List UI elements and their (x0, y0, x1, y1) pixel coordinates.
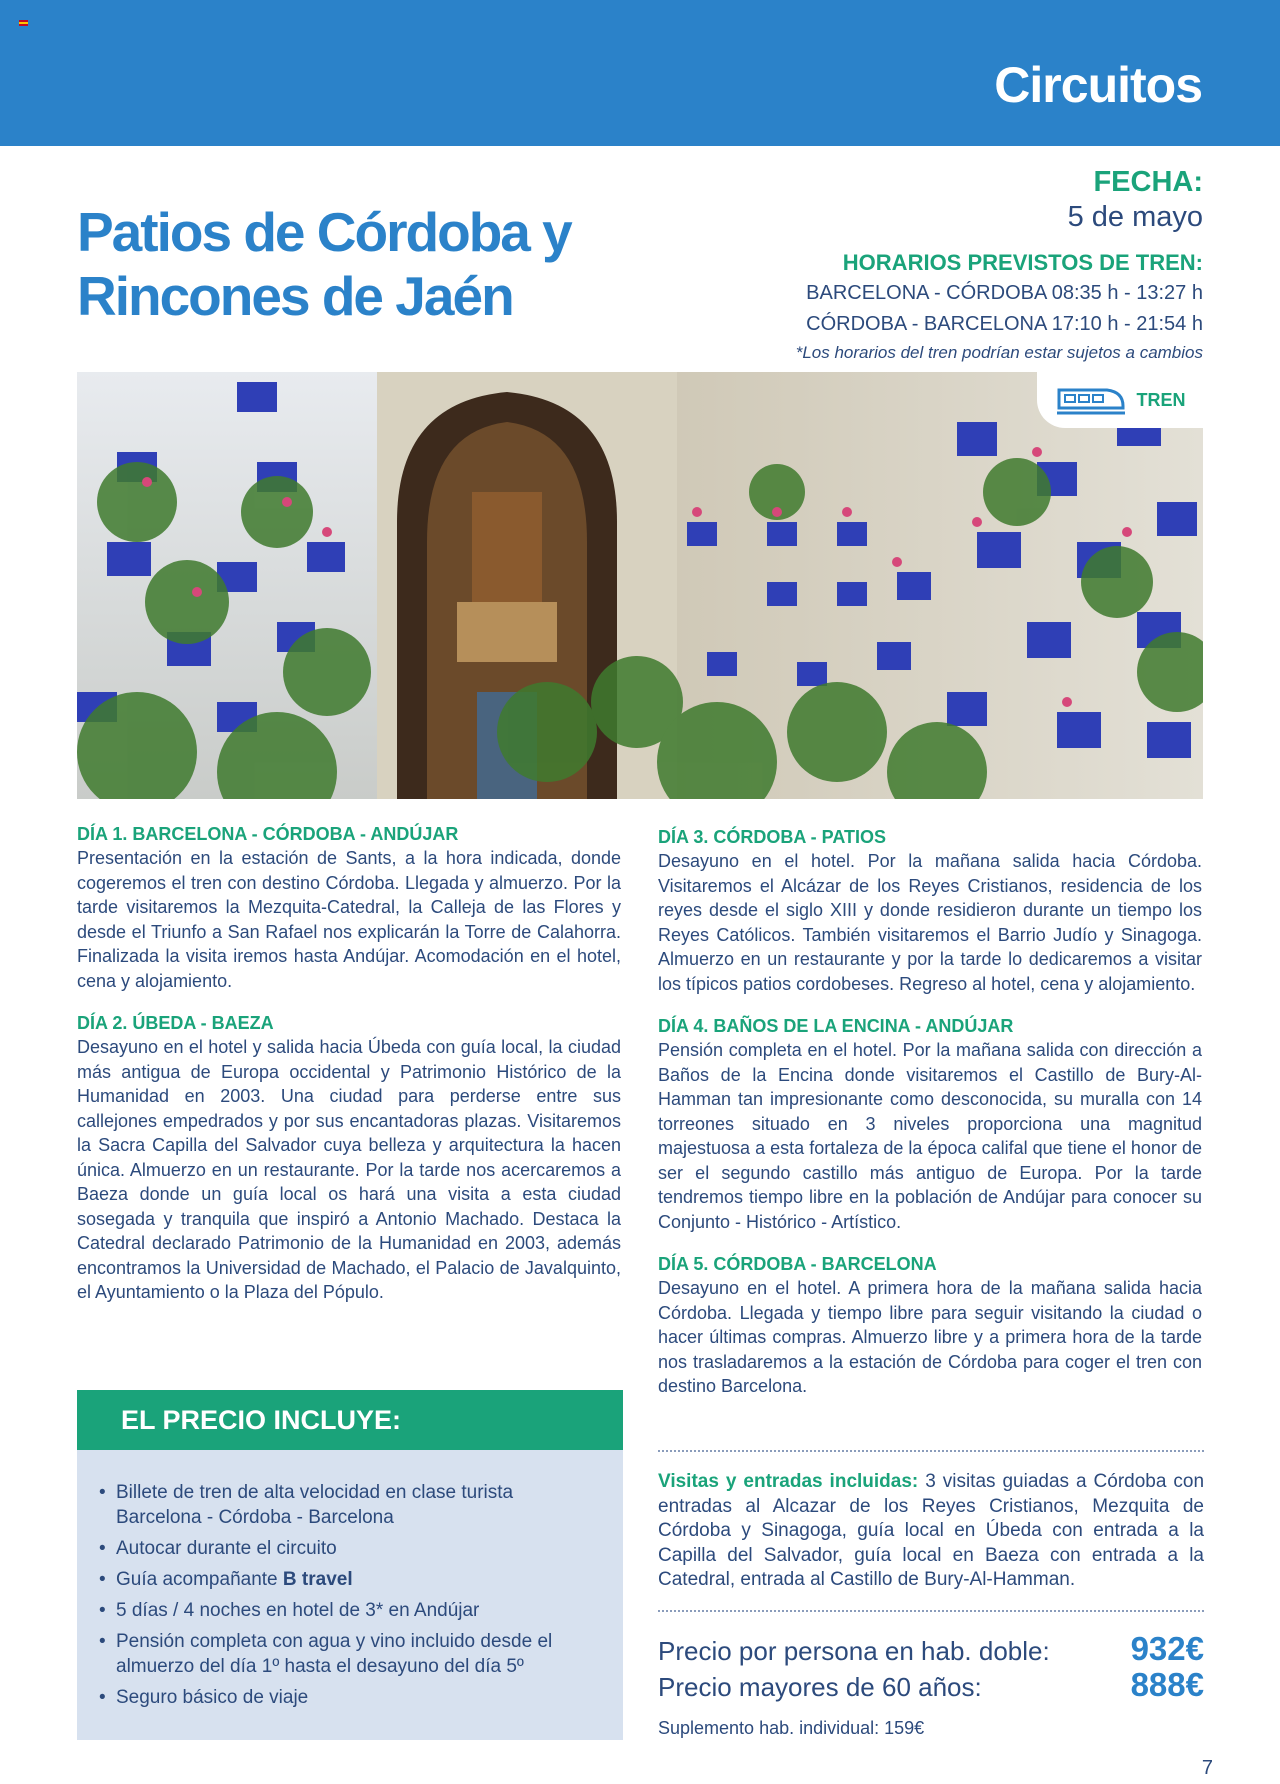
divider (658, 1610, 1204, 1612)
incluye-title: EL PRECIO INCLUYE: (121, 1405, 402, 1435)
visitas-text: 3 visitas guiadas a Córdoba con entradas al Alcazar de los Reyes Cristianos, Mezquita de Córdoba y Sinagoga, guía local en Úbeda con entrada a la Capilla del Salvador, guía local en Baeza con entrada a la Catedral, entrada al Castillo de Bury-Al-Hamman. (658, 1471, 1205, 1590)
day-title: DÍA 5. CÓRDOBA - BARCELONA (658, 1254, 937, 1274)
header-bar (0, 0, 1280, 146)
day-title: DÍA 1. BARCELONA - CÓRDOBA - ANDÚJAR (77, 824, 459, 844)
day-text: Desayuno en el hotel y salida hacia Úbeda con guía local, la ciudad más antigua de Europa occidental y Patrimonio Histórico de la Humanidad en 2003. Una ciudad para perderse entre sus callejones empedrados y por sus encantadoras plazas. Visitaremos la Sacra Capilla del Salvador cuya belleza y arquitectura la hacen única. Almuerzo en un restaurante. Por la tarde nos acercaremos a Baeza donde un guía local os hará una visita a esta ciudad sosegada y tranquila que inspiró a Antonio Machado. Destaca la Catedral declarado Patrimonio de la Humanidad en 2003, además encontramos la Universidad de Machado, el Palacio de Javalquinto, el Ayuntamiento o la Plaza del Pópulo. (77, 1037, 621, 1302)
transport-label: TREN (1136, 389, 1186, 410)
day-text: Presentación en la estación de Sants, a la hora indicada, donde cogeremos el tren con destino Córdoba. Llegada y almuerzo. Por la tarde visitaremos la Mezquita-Catedral, la Calleja de las Flores y desde el Triunfo a San Rafael nos explicarán la Torre de Calahorra. Finalizada la visita iremos hasta Andújar. Acomodación en el hotel, cena y alojamiento. (77, 848, 621, 991)
horario-ida: BARCELONA - CÓRDOBA 08:35 h - 13:27 h (806, 282, 1203, 304)
horario-nota: *Los horarios del tren podrían estar sujetos a cambios (795, 343, 1203, 362)
divider (658, 1450, 1204, 1452)
price-mayores-value: 888€ (1130, 1666, 1204, 1703)
price-doble-row (658, 1630, 1204, 1668)
section-title: Circuitos (994, 57, 1202, 113)
fecha-value: 5 de mayo (1067, 201, 1203, 233)
brand-name: B travel (282, 1569, 353, 1590)
day-title: DÍA 2. ÚBEDA - BAEZA (77, 1013, 274, 1033)
day-4 (658, 1014, 1202, 1234)
itinerary-left-column (77, 822, 621, 1323)
title-line-2: Rincones de Jaén (77, 265, 513, 327)
patio-illustration (77, 372, 1203, 799)
day-text: Pensión completa en el hotel. Por la mañana salida con dirección a Baños de la Encina donde visitaremos el Castillo de Bury-Al-Hamman tan impresionante como desconocida, su muralla con 14 torreones situado en 3 niveles proporciona una magnitud majestuosa a esta fortaleza de la época califal que tiene el honor de ser el segundo castillo más antiguo de Europa. Por la tarde tendremos tiempo libre en la población de Andújar para conocer su Conjunto - Histórico - Artístico. (658, 1040, 1202, 1232)
suplemento-text: Suplemento hab. individual: 159€ (658, 1718, 925, 1738)
day-text: Desayuno en el hotel. Por la mañana salida hacia Córdoba. Visitaremos el Alcázar de los Reyes Cristianos, residencia de los reyes desde el siglo XIII y donde residieron durante un tiempo los Reyes Católicos. También visitaremos el Barrio Judío y Sinagoga. Almuerzo en un restaurante y por la tarde lo dedicaremos a visitar los típicos patios cordobeses. Regreso al hotel, cena y alojamiento. (658, 851, 1202, 994)
day-title: DÍA 4. BAÑOS DE LA ENCINA - ANDÚJAR (658, 1016, 1014, 1036)
incluye-header (77, 1390, 623, 1450)
list-item: • Autocar durante el circuito (99, 1536, 603, 1561)
day-title: DÍA 3. CÓRDOBA - PATIOS (658, 827, 887, 847)
fecha-label: FECHA: (1093, 166, 1203, 198)
horarios-label: HORARIOS PREVISTOS DE TREN: (842, 250, 1203, 275)
price-doble-label: Precio por persona en hab. doble: (658, 1636, 1050, 1666)
list-item: • 5 días / 4 noches en hotel de 3* en Andújar (99, 1598, 603, 1623)
day-3 (658, 825, 1202, 996)
patio-photo (77, 372, 1203, 799)
price-doble-value: 932€ (1130, 1630, 1204, 1667)
title-line-1: Patios de Córdoba y (77, 201, 571, 263)
list-item: • Seguro básico de viaje (99, 1685, 603, 1710)
itinerary-right-column (658, 825, 1202, 1417)
horario-vuelta: CÓRDOBA - BARCELONA 17:10 h - 21:54 h (806, 313, 1203, 335)
incluye-box (77, 1450, 623, 1740)
list-item: • Billete de tren de alta velocidad en clase turista Barcelona - Córdoba - Barcelona (99, 1480, 603, 1530)
page-title (77, 200, 677, 328)
price-mayores-label: Precio mayores de 60 años: (658, 1672, 982, 1702)
day-2 (77, 1011, 621, 1305)
list-item (99, 1567, 603, 1592)
visitas-label: Visitas y entradas incluidas: (658, 1471, 919, 1492)
trip-info (643, 164, 1203, 366)
day-1 (77, 822, 621, 993)
train-icon (1055, 384, 1127, 416)
visitas-incluidas (658, 1470, 1204, 1593)
spain-flag-icon (19, 20, 28, 26)
day-text: Desayuno en el hotel. A primera hora de la mañana salida hacia Córdoba. Llegada y tiempo libre para seguir visitando la ciudad o hacer últimas compras. Almuerzo libre y a primera hora de la tarde nos trasladaremos a la estación de Córdoba para coger el tren con destino Barcelona. (658, 1278, 1202, 1396)
day-5 (658, 1252, 1202, 1399)
list-item: • Pensión completa con agua y vino incluido desde el almuerzo del día 1º hasta el desayuno del día 5º (99, 1629, 603, 1679)
list-item-text: Guía acompañante (116, 1569, 278, 1590)
price-mayores-row (658, 1666, 1204, 1704)
transport-badge (1037, 372, 1203, 428)
page-number: 7 (1201, 1757, 1213, 1779)
incluye-list (77, 1450, 623, 1710)
